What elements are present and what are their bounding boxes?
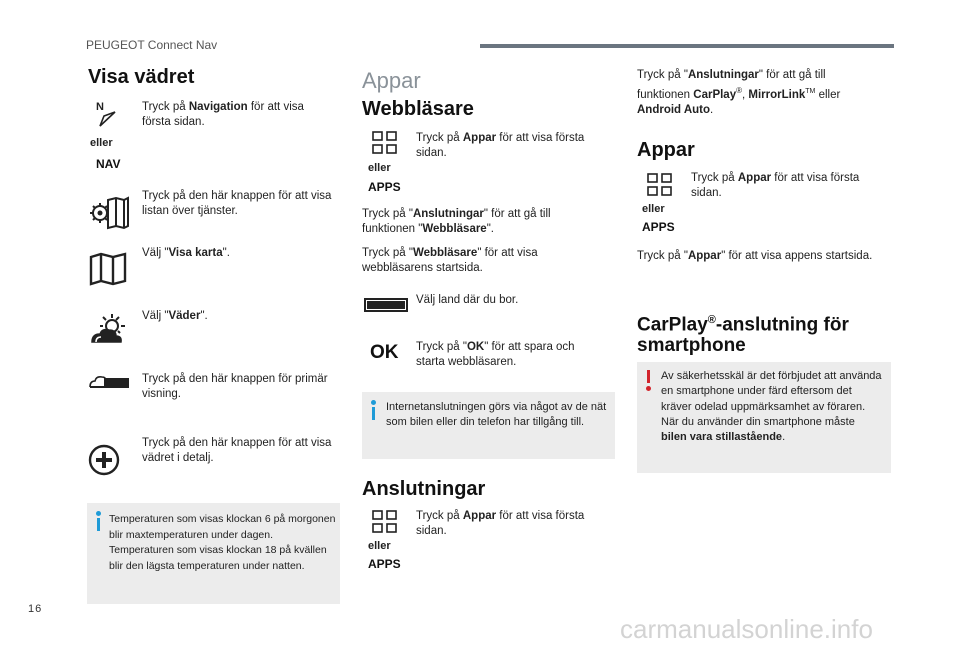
apps-button-label: APPS <box>368 180 401 194</box>
step-appar-anslutningar: Tryck på Appar för att visa första sidan. <box>416 510 585 537</box>
step-primar-visning: Tryck på den här knappen för primär visning. <box>142 373 328 400</box>
ok-button-label: OK <box>370 342 399 363</box>
section-title-appar: Appar <box>637 139 695 161</box>
section-title-anslutningar: Anslutningar <box>362 478 486 500</box>
navigation-arrow-icon <box>96 100 118 130</box>
warning-box-smartphone <box>637 362 891 473</box>
apps-grid-icon <box>372 131 398 155</box>
step-vader-detalj: Tryck på den här knappen för att visa vädret i detalj. <box>142 437 332 464</box>
eller-label: eller <box>368 540 391 552</box>
info-text-temperature: Temperaturen som visas klockan 6 på morgonen blir maxtemperaturen under dagen. Temperaturen som visas klockan 18 på kvällen blir den lägsta temperaturen under natten. <box>109 513 336 572</box>
section-title-carplay: CarPlay®-anslutning för smartphone <box>637 314 849 357</box>
step-visa-karta: Välj "Visa karta". <box>142 247 230 259</box>
step-anslutningar-carplay: Tryck på "Anslutningar" för att gå till funktionen CarPlay®, MirrorLink™ eller Android Auto. <box>637 69 841 116</box>
apps-grid-icon <box>372 510 398 534</box>
apps-button-label: APPS <box>368 557 401 571</box>
primary-view-cloud-icon <box>88 374 130 390</box>
apps-grid-icon <box>647 173 673 197</box>
header-rule <box>480 44 894 48</box>
map-icon <box>88 252 128 286</box>
info-box-internet <box>362 392 615 459</box>
step-appar-col3: Tryck på Appar för att visa första sidan. <box>691 172 860 199</box>
country-field-icon <box>364 298 408 312</box>
step-valj-land: Välj land där du bor. <box>416 294 519 306</box>
warning-icon <box>647 370 650 383</box>
services-gear-map-icon <box>88 196 130 230</box>
eller-label: eller <box>368 162 391 174</box>
nav-button-label: NAV <box>96 157 121 171</box>
info-text-internet: Internetanslutningen görs via något av de nät som bilen eller din telefon har tillgång till. <box>386 401 607 428</box>
section-title-webblasare: Webbläsare <box>362 98 474 120</box>
info-icon <box>96 511 101 516</box>
eller-label: eller <box>642 203 665 215</box>
apps-button-label: APPS <box>642 220 675 234</box>
watermark: carmanualsonline.info <box>620 614 873 644</box>
chapter-title-appar: Appar <box>362 68 421 93</box>
step-appens-startsida: Tryck på "Appar" för att visa appens startsida. <box>637 250 873 262</box>
weather-sun-cloud-icon <box>88 312 128 348</box>
plus-circle-icon <box>88 444 120 476</box>
step-vader: Välj "Väder". <box>142 310 208 322</box>
page-number: 16 <box>28 603 43 615</box>
step-ok: Tryck på "OK" för att spara och starta webbläsaren. <box>416 341 575 368</box>
step-services: Tryck på den här knappen för att visa listan över tjänster. <box>142 190 332 217</box>
eller-label: eller <box>90 137 113 149</box>
step-webblasare-startsida: Tryck på "Webbläsare" för att visa webbläsarens startsida. <box>362 247 538 274</box>
warning-text-smartphone: Av säkerhetsskäl är det förbjudet att använda en smartphone under färd eftersom det kräver odelad uppmärksamhet av föraren. När du använder din smartphone måste bilen vara stillastående. <box>661 370 882 444</box>
step-navigation: Tryck på Navigation för att visa första sidan. <box>142 101 304 128</box>
section-title-visa-vadret: Visa vädret <box>88 66 195 88</box>
step-anslutningar-webblasare: Tryck på "Anslutningar" för att gå till funktionen "Webbläsare". <box>362 208 551 235</box>
info-box-temperature <box>87 503 340 604</box>
step-appar: Tryck på Appar för att visa första sidan. <box>416 132 585 159</box>
header-title: PEUGEOT Connect Nav <box>86 38 218 52</box>
info-icon <box>371 400 376 405</box>
svg-text:N: N <box>96 101 104 113</box>
